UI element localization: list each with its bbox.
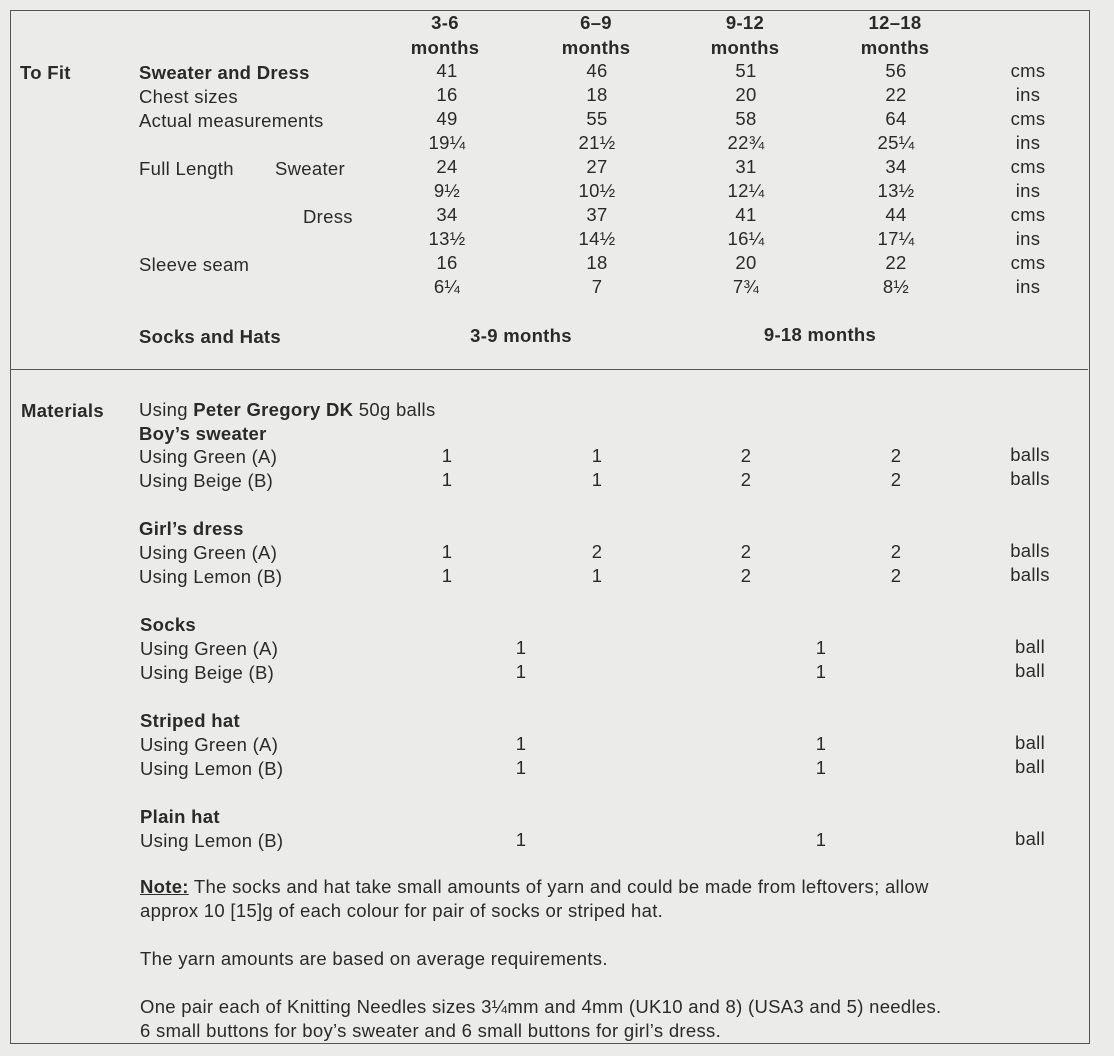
row-label: Sleeve seam (139, 254, 250, 275)
cell: 44 (885, 204, 907, 225)
unit: ins (1015, 84, 1041, 105)
cell: 41 (735, 204, 757, 225)
row-label: Using Lemon (B) (139, 566, 283, 587)
header-6-9: 6–9 (580, 12, 612, 33)
cell: 7¾ (732, 276, 760, 297)
section-to-fit: To Fit (20, 62, 71, 83)
cell: 20 (735, 84, 757, 105)
cell: 6¼ (433, 276, 461, 297)
cell: 46 (586, 60, 608, 81)
row-sublabel: Dress (303, 206, 353, 227)
section-materials: Materials (21, 400, 104, 421)
girls-dress-heading: Girl’s dress (139, 518, 244, 539)
row-sublabel: Sweater (275, 158, 345, 179)
row-label: Using Green (A) (139, 542, 278, 563)
cell: 10½ (578, 180, 616, 201)
unit: ball (1015, 756, 1045, 777)
cell: 12¼ (727, 180, 765, 201)
header-12-18-months: months (860, 37, 930, 58)
cell: 41 (436, 60, 458, 81)
row-label: Using Lemon (B) (140, 830, 284, 851)
row-label: Actual measurements (139, 110, 324, 131)
cell: 1 (815, 637, 827, 658)
cell: 2 (890, 541, 902, 562)
cell: 16¼ (727, 228, 765, 249)
unit: ball (1015, 660, 1045, 681)
cell: 27 (586, 156, 608, 177)
row-label: Using Beige (B) (139, 470, 274, 491)
row-label: Using Lemon (B) (140, 758, 284, 779)
socks-hats-size-2: 9-18 months (763, 324, 877, 345)
cell: 1 (591, 565, 603, 586)
row-label: Using Green (A) (140, 638, 279, 659)
row-label: Full Length (139, 158, 234, 179)
socks-hats-size-1: 3-9 months (470, 325, 572, 346)
note-label: Note: (140, 876, 189, 897)
cell: 14½ (578, 228, 616, 249)
cell: 20 (735, 252, 757, 273)
header-12-18: 12–18 (868, 12, 922, 33)
cell: 1 (591, 445, 603, 466)
cell: 31 (735, 156, 757, 177)
cell: 16 (436, 252, 458, 273)
cell: 1 (815, 661, 827, 682)
cell: 2 (890, 445, 902, 466)
cell: 1 (441, 541, 453, 562)
cell: 37 (586, 204, 608, 225)
unit: ins (1015, 276, 1041, 297)
unit: ball (1015, 732, 1045, 753)
cell: 55 (586, 108, 608, 129)
unit: balls (1010, 444, 1050, 465)
cell: 8½ (882, 276, 910, 297)
cell: 22 (885, 252, 907, 273)
header-9-12-months: months (710, 37, 780, 58)
yarn-average-note: The yarn amounts are based on average requirements. (140, 948, 608, 969)
unit: ball (1015, 636, 1045, 657)
cell: 22¾ (727, 132, 765, 153)
cell: 1 (441, 445, 453, 466)
row-label: Chest sizes (139, 86, 238, 107)
cell: 56 (885, 60, 907, 81)
cell: 2 (890, 469, 902, 490)
row-label: Using Green (A) (139, 446, 278, 467)
cell: 1 (591, 469, 603, 490)
note-line-2: approx 10 [15]g of each colour for pair of socks or striped hat. (140, 900, 664, 921)
buttons-line: 6 small buttons for boy’s sweater and 6 small buttons for girl’s dress. (140, 1020, 722, 1041)
cell: 9½ (433, 180, 461, 201)
header-3-6: 3-6 (431, 12, 459, 33)
materials-yarn-line (139, 399, 436, 421)
needles-line: One pair each of Knitting Needles sizes 3¼mm and 4mm (UK10 and 8) (USA3 and 5) needles. (140, 996, 942, 1017)
unit: ins (1015, 132, 1041, 153)
cell: 64 (885, 108, 907, 129)
unit: ins (1015, 180, 1041, 201)
cell: 2 (890, 565, 902, 586)
row-label: Using Green (A) (140, 734, 279, 755)
cell: 18 (586, 84, 608, 105)
cell: 24 (436, 156, 458, 177)
unit: balls (1010, 468, 1050, 489)
unit: cms (1010, 108, 1046, 129)
cell: 1 (515, 661, 527, 682)
striped-hat-heading: Striped hat (140, 710, 240, 731)
plain-hat-heading: Plain hat (140, 806, 220, 827)
using-word: Using (139, 399, 188, 420)
cell: 1 (515, 733, 527, 754)
cell: 34 (885, 156, 907, 177)
cell: 22 (885, 84, 907, 105)
cell: 16 (436, 84, 458, 105)
unit: cms (1010, 156, 1046, 177)
socks-heading: Socks (140, 614, 197, 635)
unit: cms (1010, 252, 1046, 273)
unit: balls (1010, 564, 1050, 585)
cell: 1 (815, 733, 827, 754)
cell: 1 (815, 757, 827, 778)
cell: 25¼ (877, 132, 915, 153)
cell: 51 (735, 60, 757, 81)
cell: 1 (515, 829, 527, 850)
header-3-6-months: months (410, 37, 480, 58)
unit: ball (1015, 828, 1045, 849)
cell: 17¼ (877, 228, 915, 249)
ball-weight: 50g balls (358, 399, 436, 420)
header-6-9-months: months (561, 37, 631, 58)
cell: 2 (740, 541, 752, 562)
row-label: Using Beige (B) (140, 662, 275, 683)
unit: ins (1015, 228, 1041, 249)
cell: 34 (436, 204, 458, 225)
sweater-dress-heading: Sweater and Dress (139, 62, 310, 83)
cell: 13½ (877, 180, 915, 201)
cell: 7 (591, 276, 603, 297)
header-9-12: 9-12 (725, 12, 765, 33)
boys-sweater-heading: Boy’s sweater (139, 423, 267, 444)
unit: cms (1010, 60, 1046, 81)
section-divider (10, 369, 1088, 370)
cell: 1 (815, 829, 827, 850)
cell: 1 (441, 469, 453, 490)
cell: 1 (515, 757, 527, 778)
yarn-brand: Peter Gregory DK (193, 399, 354, 420)
cell: 2 (591, 541, 603, 562)
cell: 1 (441, 565, 453, 586)
unit: cms (1010, 204, 1046, 225)
cell: 2 (740, 565, 752, 586)
note-line-1 (140, 875, 929, 899)
cell: 1 (515, 637, 527, 658)
cell: 13½ (428, 228, 466, 249)
cell: 18 (586, 252, 608, 273)
socks-hats-heading: Socks and Hats (139, 326, 281, 347)
cell: 49 (436, 108, 458, 129)
note-paragraph (140, 875, 929, 923)
cell: 58 (735, 108, 757, 129)
cell: 2 (740, 469, 752, 490)
unit: balls (1010, 540, 1050, 561)
cell: 19¼ (428, 132, 466, 153)
note-text-1: The socks and hat take small amounts of yarn and could be made from leftovers; allow (188, 876, 929, 897)
cell: 21½ (578, 132, 616, 153)
cell: 2 (740, 445, 752, 466)
